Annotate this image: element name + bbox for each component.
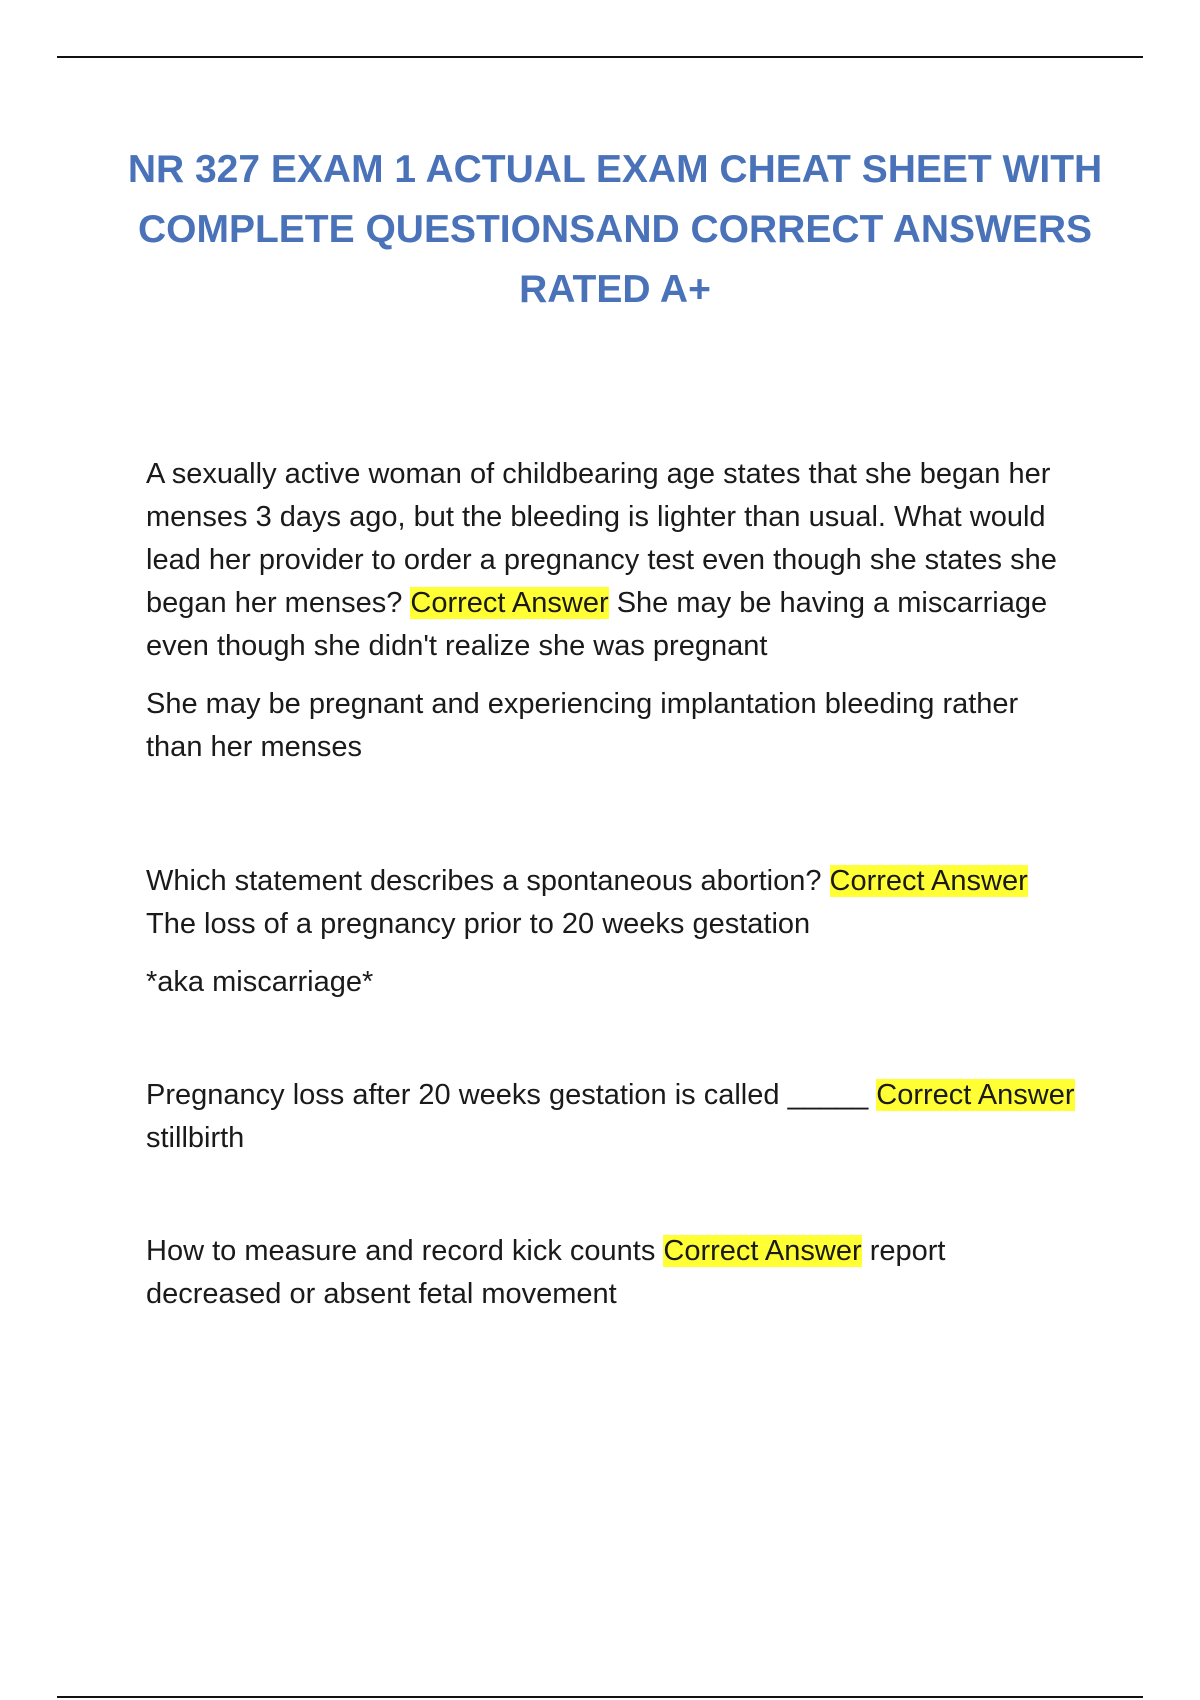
qa-question-answer [146, 1230, 1076, 1316]
qa-item [146, 1074, 1076, 1160]
answer-extra: *aka miscarriage* [146, 966, 374, 998]
qa-item [146, 453, 1076, 769]
answer-text: She may be having a miscarriage even though she didn't realize she was pregnant [146, 587, 1048, 662]
answer-text: The loss of a pregnancy prior to 20 weeks gestation [146, 908, 811, 940]
answer-text: stillbirth [146, 1122, 245, 1154]
question-text: A sexually active woman of childbearing age states that she began her menses 3 days ago, but the bleeding is lighter than usual. What would lead her provider to order a pregnancy test even though she states she began her menses? [146, 458, 1057, 619]
qa-item [146, 1230, 1076, 1316]
question-text: Pregnancy loss after 20 weeks gestation is called _____ [146, 1079, 869, 1111]
question-text: Which statement describes a spontaneous abortion? [146, 865, 822, 897]
qa-question-answer [146, 860, 1076, 946]
qa-item [146, 860, 1076, 1004]
top-divider [57, 56, 1143, 58]
qa-question-answer [146, 453, 1076, 668]
qa-content [146, 453, 1076, 1316]
correct-answer-highlight: Correct Answer [663, 1235, 862, 1267]
correct-answer-highlight: Correct Answer [876, 1079, 1075, 1111]
answer-extra: She may be pregnant and experiencing implantation bleeding rather than her menses [146, 688, 1019, 763]
correct-answer-highlight: Correct Answer [410, 587, 609, 619]
question-text: How to measure and record kick counts [146, 1235, 656, 1267]
qa-question-answer [146, 1074, 1076, 1160]
correct-answer-highlight: Correct Answer [829, 865, 1028, 897]
bottom-divider [57, 1696, 1143, 1698]
answer-text: report decreased or absent fetal movement [146, 1235, 946, 1310]
document-title: NR 327 EXAM 1 ACTUAL EXAM CHEAT SHEET WITH COMPLETE QUESTIONSAND CORRECT ANSWERS RATED A+ [127, 148, 1103, 311]
